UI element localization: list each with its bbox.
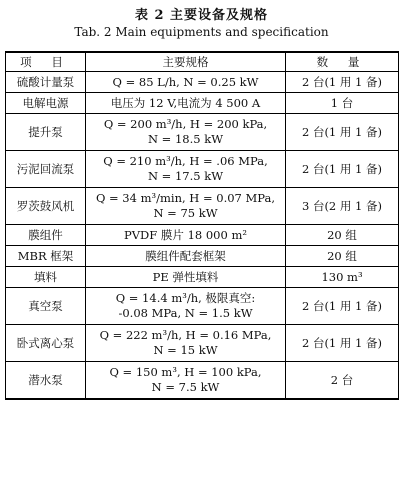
cell-spec bbox=[86, 225, 286, 246]
equipment-table bbox=[5, 51, 399, 400]
cell-spec bbox=[86, 114, 286, 151]
spec-line: Q = 85 L/h, N = 0.25 kW bbox=[112, 74, 259, 89]
spec-line: 电压为 12 V,电流为 4 500 A bbox=[110, 95, 261, 110]
cell-qty: 2 台(1 用 1 备) bbox=[286, 288, 399, 325]
spec-line: PVDF 膜片 18 000 m² bbox=[124, 227, 247, 242]
cell-qty: 130 m³ bbox=[286, 267, 399, 288]
cell-spec bbox=[86, 362, 286, 400]
header-quantity: 数 量 bbox=[286, 52, 399, 72]
table-row bbox=[6, 225, 399, 246]
cell-qty: 2 台(1 用 1 备) bbox=[286, 72, 399, 93]
spec-line: -0.08 MPa, N = 1.5 kW bbox=[118, 306, 253, 320]
cell-name: 硫酸计量泵 bbox=[6, 72, 86, 93]
cell-qty: 3 台(2 用 1 备) bbox=[286, 188, 399, 225]
cell-name: 卧式离心泵 bbox=[6, 325, 86, 362]
table-row bbox=[6, 114, 399, 151]
table-row bbox=[6, 325, 399, 362]
cell-qty: 2 台(1 用 1 备) bbox=[286, 151, 399, 188]
cell-name: 膜组件 bbox=[6, 225, 86, 246]
table-row bbox=[6, 151, 399, 188]
spec-line: N = 17.5 kW bbox=[147, 169, 224, 183]
spec-line: 膜组件配套框架 bbox=[145, 248, 226, 263]
cell-spec bbox=[86, 246, 286, 267]
spec-line: Q = 210 m³/h, H = .06 MPa, bbox=[103, 154, 268, 168]
header-spec: 主要规格 bbox=[86, 52, 286, 72]
table-caption-english: Tab. 2 Main equipments and specification bbox=[74, 25, 329, 39]
cell-spec bbox=[86, 288, 286, 325]
cell-name: 罗茨鼓风机 bbox=[6, 188, 86, 225]
cell-spec bbox=[86, 325, 286, 362]
cell-spec bbox=[86, 151, 286, 188]
cell-spec bbox=[86, 267, 286, 288]
table-row bbox=[6, 93, 399, 114]
spec-line: Q = 200 m³/h, H = 200 kPa, bbox=[103, 117, 268, 131]
table-row bbox=[6, 362, 399, 400]
spec-line: Q = 34 m³/min, H = 0.07 MPa, bbox=[95, 191, 276, 205]
cell-qty: 2 台(1 用 1 备) bbox=[286, 325, 399, 362]
cell-name: 电解电源 bbox=[6, 93, 86, 114]
cell-qty: 2 台(1 用 1 备) bbox=[286, 114, 399, 151]
table-caption-chinese: 表 2 主要设备及规格 bbox=[134, 8, 269, 23]
cell-qty: 2 台 bbox=[286, 362, 399, 400]
table-row bbox=[6, 72, 399, 93]
cell-spec bbox=[86, 72, 286, 93]
table-row bbox=[6, 267, 399, 288]
cell-qty: 20 组 bbox=[286, 246, 399, 267]
cell-spec bbox=[86, 188, 286, 225]
table-row bbox=[6, 188, 399, 225]
spec-line: N = 18.5 kW bbox=[147, 132, 224, 146]
spec-line: N = 15 kW bbox=[153, 343, 218, 357]
cell-name: 潜水泵 bbox=[6, 362, 86, 400]
spec-line: N = 7.5 kW bbox=[151, 380, 220, 394]
cell-qty: 1 台 bbox=[286, 93, 399, 114]
table-row bbox=[6, 288, 399, 325]
spec-line: Q = 150 m³, H = 100 kPa, bbox=[109, 365, 262, 379]
cell-qty: 20 组 bbox=[286, 225, 399, 246]
cell-name: 真空泵 bbox=[6, 288, 86, 325]
spec-line: Q = 14.4 m³/h, 极限真空: bbox=[115, 291, 256, 305]
cell-name: 提升泵 bbox=[6, 114, 86, 151]
cell-name: MBR 框架 bbox=[6, 246, 86, 267]
spec-line: N = 75 kW bbox=[153, 206, 218, 220]
header-item: 项 目 bbox=[6, 52, 86, 72]
spec-line: Q = 222 m³/h, H = 0.16 MPa, bbox=[99, 328, 272, 342]
spec-line: PE 弹性填料 bbox=[152, 269, 219, 284]
cell-name: 污泥回流泵 bbox=[6, 151, 86, 188]
table-row bbox=[6, 246, 399, 267]
cell-name: 填料 bbox=[6, 267, 86, 288]
cell-spec bbox=[86, 93, 286, 114]
table-header-row bbox=[6, 52, 399, 72]
